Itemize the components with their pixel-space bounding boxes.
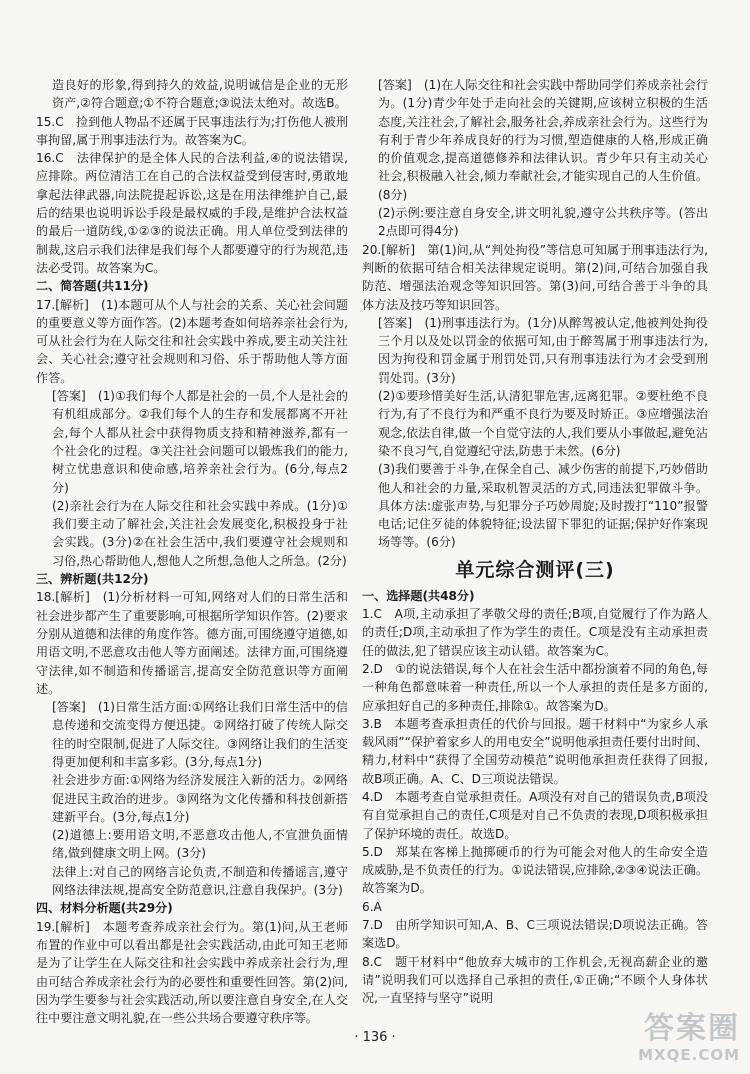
answer-paragraph: (2)亲社会行为在人际交往和社会实践中养成。(1分)①我们要主动了解社会,关注社会发展变化,积极投身于社会实践。(3分)②在社会生活中,我们要遵守社会规则和习俗,热心帮助他人,想他人之所想,急他人之所急。(2分): [52, 498, 348, 568]
right-column: [362, 76, 708, 1008]
right-column-bottom: [362, 587, 708, 1008]
right-column-top: [362, 76, 708, 552]
answer-paragraph: 造良好的形象,得到持久的效益,说明诚信是企业的无形资产,②符合题意;①不符合题意;③说法太绝对。故选B。: [52, 78, 348, 111]
answer-paragraph: 法律上:对自己的网络言论负责,不制造和传播谣言,遵守网络法律法规,提高安全防范意识,注意自我保护。(3分): [52, 864, 348, 898]
answer-paragraph: 4.D 本题考查自觉承担责任。A项没有对自己的错误负责,B项没有自觉承担自己的责任,C项是对自己不负责的表现,D项积极承担了保护环境的责任。故选D。: [362, 789, 708, 841]
watermark-text: 答案圈: [644, 1011, 740, 1046]
answer-paragraph: 16.C 法律保护的是全体人民的合法利益,④的说法错误,应排除。两位清洁工在自己的合法权益受到侵害时,勇敢地拿起法律武器,向法院提起诉讼,这是在用法律维护自己,最后的结果也说明诉讼手段是最权威的手段,是维护合法权益的最后一道防线,①②③的说法正确。用人单位受到法律的制裁,这启示我们法律是我们每个人都要遵守的行为规范,违法必受罚。故答案为C。: [36, 151, 348, 275]
answer-paragraph: 社会进步方面:①网络为经济发展注入新的活力。②网络促进民主政治的进步。③网络为文化传播和科技创新搭建新平台。(3分,每点1分): [52, 773, 348, 824]
answer-paragraph: 8.C 题干材料中“他放弃大城市的工作机会,无视高薪企业的邀请”说明我们可以选择自己承担的责任,①正确;“不顾个人身体状况,一直坚持与坚守”说明: [362, 954, 708, 1006]
page-number: · 136 ·: [354, 1030, 396, 1045]
left-column: [36, 76, 348, 1027]
answer-paragraph: (3)我们要善于斗争,在保全自己、减少伤害的前提下,巧妙借助他人和社会的力量,采取机智灵活的方式,同违法犯罪做斗争。具体方法:虚张声势,与犯罪分子巧妙周旋;及时拨打“110”报警电话;记住歹徒的体貌特征;设法留下罪犯的证据;保护好作案现场等等。(6分): [378, 462, 708, 550]
answer-paragraph: 18.[解析] (1)分析材料一可知,网络对人们的日常生活和社会进步都产生了重要影响,可根据所学知识作答。(2)要求分别从道德和法律的角度作答。德方面,可围绕遵守道德,如用语文明,不恶意攻击他人等方面阐述。法律方面,可围绕遵守法律,如不制造和传播谣言,提高安全防范意识等方面阐述。: [36, 590, 348, 696]
answer-paragraph: 1.C A项,主动承担了孝敬父母的责任;B项,自觉履行了作为路人的责任;D项,主动承担了作为学生的责任。C项是没有主动承担责任的做法,犯了错误应该主动认错。故答案为C。: [362, 607, 708, 658]
section-heading: 四、材料分析题(共29分): [36, 901, 173, 916]
answer-paragraph: [答案] (1)在人际交往和社会实践中帮助同学们养成亲社会行为。(1分)青少年处于走向社会的关键期,应该树立积极的生活态度,关注社会,了解社会,服务社会,养成亲社会行为。这些行为有利于青少年养成良好的行为习惯,塑造健康的人格,形成正确的价值观念,提高道德修养和法律认识。青少年只有主动关心社会,积极融入社会,倾力奉献社会,才能实现自己的人生价值。(8分): [378, 78, 708, 202]
answer-paragraph: [答案] (1)①我们每个人都是社会的一员,个人是社会的有机组成部分。②我们每个人的生存和发展都离不开社会,每个人都从社会中获得物质支持和精神滋养,都有一个社会化的过程。③关注社会问题可以锻炼我们的能力,树立忧患意识和使命感,培养亲社会行为。(6分,每点2分): [52, 389, 348, 495]
answer-paragraph: 20.[解析] 第(1)问,从“判处拘役”等信息可知属于刑事违法行为,判断的依据可结合相关法律规定说明。第(2)问,可结合加强自我防范、增强法治观念等知识回答。第(3)问,可结合善于斗争的具体方法及技巧等知识回答。: [362, 242, 708, 312]
answer-paragraph: 17.[解析] (1)本题可从个人与社会的关系、关心社会问题的重要意义等方面作答。(2)本题考查如何培养亲社会行为,可从社会行为在人际交往和社会实践中养成,要主动关注社会、关心社会;遵守社会规则和习俗、乐于帮助他人等方面作答。: [36, 297, 348, 385]
section-heading: 三、辨析题(共12分): [36, 572, 149, 587]
unit-title: 单元综合测评(三): [455, 558, 615, 581]
answer-paragraph: 7.D 由所学知识可知,A、B、C三项说法错误;D项说法正确。答案选D。: [362, 918, 708, 951]
answer-paragraph: (2)道德上:要用语文明,不恶意攻击他人,不宣泄负面情绪,做到健康文明上网。(3分): [52, 828, 348, 861]
answer-paragraph: 3.B 本题考查承担责任的代价与回报。题干材料中“为家乡人承载风雨”“保护着家乡人的用电安全”说明他承担责任要付出时间、精力,材料中“获得了全国劳动模范”说明他承担责任获得了回报,故B项正确。A、C、D三项说法错误。: [362, 716, 708, 786]
answer-paragraph: (2)①要珍惜美好生活,认清犯罪危害,远离犯罪。②要杜绝不良行为,有了不良行为和严重不良行为要及时矫正。③应增强法治观念,依法自律,做一个自觉守法的人,我们要从小事做起,避免沾染不良习气,自觉遵纪守法,防患于未然。(6分): [378, 389, 708, 458]
answer-paragraph: 6.A: [362, 899, 382, 914]
answer-paragraph: 5.D 郑某在客梯上抛掷硬币的行为可能会对他人的生命安全造成威胁,是不负责任的行为。①说法错误,应排除,②③④说法正确。故答案为D。: [362, 844, 708, 896]
answer-paragraph: 15.C 捡到他人物品不还属于民事违法行为;打伤他人被刑事拘留,属于刑事违法行为。故答案为C。: [36, 114, 348, 147]
section-heading: 一、选择题(共48分): [362, 588, 475, 603]
watermark-logo: [590, 1012, 740, 1066]
answer-paragraph: [答案] (1)刑事违法行为。(1分)从醉驾被认定,他被判处拘役三个月以及处以罚金的依据可知,由于醉驾属于刑事违法行为,因为拘役和罚金属于刑罚处罚,只有刑事违法行为才会受到刑罚处罚。(3分): [378, 315, 708, 385]
section-heading: 二、简答题(共11分): [36, 279, 149, 294]
answer-paragraph: [答案] (1)日常生活方面:①网络让我们日常生活中的信息传递和交流变得方便迅捷。②网络打破了传统人际交往的时空限制,促进了人际交往。③网络让我们的生活变得更加便利和丰富多彩。(3分,每点1分): [52, 700, 348, 769]
answer-paragraph: (2)示例:要注意自身安全,讲文明礼貌,遵守公共秩序等。(答出2点即可得4分): [378, 206, 708, 239]
watermark-url: MXQE.COM: [638, 1046, 740, 1064]
answer-paragraph: 19.[解析] 本题考查养成亲社会行为。第(1)问,从王老师布置的作业中可以看出都是社会实践活动,由此可知王老师是为了让学生在人际交往和社会实践中养成亲社会行为,理由可结合养成亲社会行为的必要性和重要性回答。第(2)问,因为学生要参与社会实践活动,所以要注意自身安全,在人交往中要注意文明礼貌,在一些公共场合要遵守秩序等。: [36, 919, 348, 1026]
answer-paragraph: 2.D ①的说法错误,每个人在社会生活中都扮演着不同的角色,每一种角色都意味着一种责任,所以一个人承担的责任是多方面的,应承担好自己的多种责任,排除①。故答案为D。: [362, 661, 708, 713]
